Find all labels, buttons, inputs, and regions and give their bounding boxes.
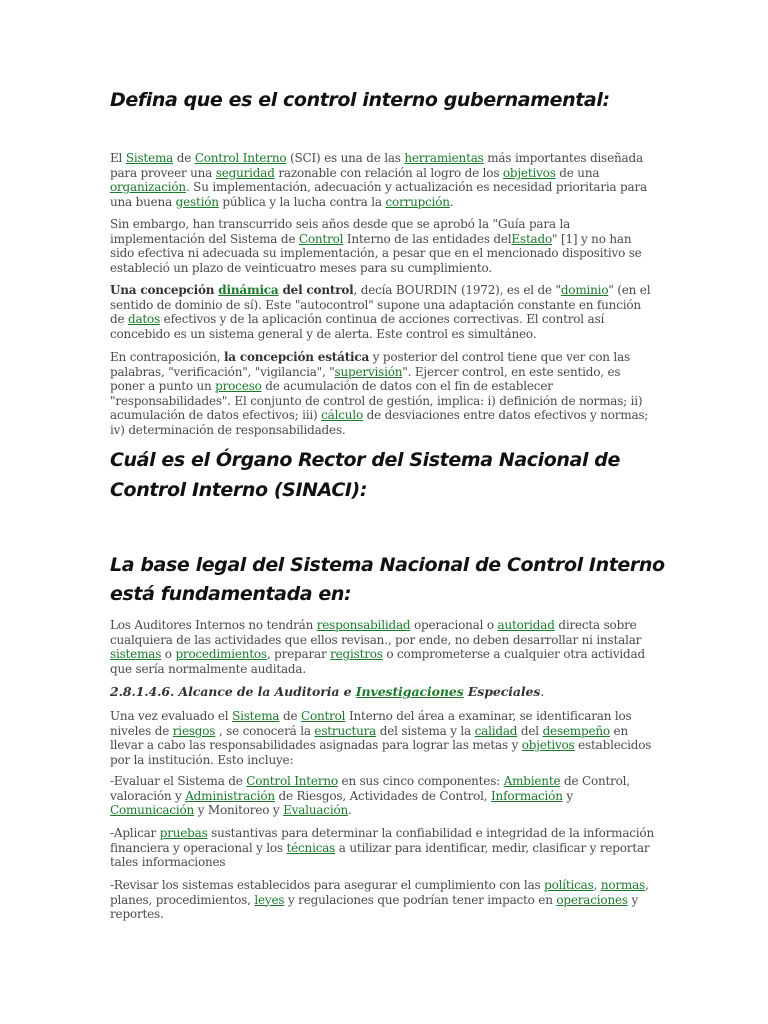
- paragraph-aplicar: -Aplicar pruebas sustantivas para determinar la confiabilidad e integridad de la información financiera y operacional y los técnicas a utilizar para identificar, medir, clasificar y reportar tales informaciones: [110, 826, 654, 869]
- heading-base-legal-line1: La base legal del Sistema Nacional de Control Interno: [110, 554, 665, 576]
- link-estado[interactable]: Estado: [511, 231, 553, 246]
- link-objetivos[interactable]: objetivos: [502, 165, 556, 180]
- paragraph-evaluado: Una vez evaluado el Sistema de Control Interno del área a examinar, se identificaran los niveles de riesgos , se conocerá la estructura del sistema y la calidad del desempeño en llevar a cabo las responsabilidades asignadas para lograr las metas y objetivos establecidos por la institución. Esto incluye:: [110, 709, 652, 767]
- link-dinamica[interactable]: dinámica: [218, 283, 279, 297]
- paragraph-sin-embargo: Sin embargo, han transcurrido seis años desde que se aprobó la "Guía para la implementación del Sistema de Control Interno de las entidades delEstado" [1] y no han sido efectiva ni adecuada su implementación, a pesar que en el mencionado dispositivo se estableció un plazo de veinticuatro meses para su cumplimiento.: [110, 217, 642, 275]
- link-proceso[interactable]: proceso: [215, 379, 262, 393]
- link-registros[interactable]: registros: [330, 647, 383, 661]
- link-sistema-2[interactable]: Sistema: [232, 709, 280, 723]
- link-control-interno-2[interactable]: Control Interno: [246, 774, 338, 788]
- link-leyes[interactable]: leyes: [254, 892, 285, 907]
- link-sistema[interactable]: Sistema: [125, 151, 174, 165]
- paragraph-concepcion-estatica: En contraposición, la concepción estática y posterior del control tiene que ver con las palabras, "verificación", "vigilancia", "supervisión". Ejercer control, en este sentido, es poner a punto un proceso de acumulación de datos con el fin de establecer "responsabilidades". El conjunto de control de gestión, implica: i) definición de normas; ii) acumulación de datos efectivos; iii) cálculo de desviaciones entre datos efectivos y normas; iv) determinación de responsabilidades.: [110, 350, 649, 437]
- link-control-interno[interactable]: Control Interno: [194, 151, 287, 165]
- link-investigaciones[interactable]: Investigaciones: [355, 684, 464, 699]
- link-informacion[interactable]: Información: [491, 788, 563, 803]
- paragraph-sci: El Sistema de Control Interno (SCI) es una de las herramientas más importantes diseñada para proveer una seguridad razonable con relación al logro de los objetivos de una organización. Su implementación, adecuación y actualización es necesidad prioritaria para una buena gestión pública y la lucha contra la corrupción.: [110, 151, 647, 209]
- link-objetivos-2[interactable]: objetivos: [521, 738, 575, 752]
- subheading-alcance-auditoria: 2.8.1.4.6. Alcance de la Auditoria e Investigaciones Especiales.: [110, 684, 545, 699]
- link-procedimientos[interactable]: procedimientos: [175, 647, 267, 661]
- link-responsabilidad[interactable]: responsabilidad: [316, 618, 411, 632]
- link-politicas[interactable]: políticas: [544, 878, 594, 892]
- link-autoridad[interactable]: autoridad: [497, 618, 555, 632]
- link-seguridad[interactable]: seguridad: [215, 165, 275, 180]
- paragraph-revisar: -Revisar los sistemas establecidos para asegurar el cumplimiento con las políticas, normas, planes, procedimientos, leyes y regulaciones que podrían tener impacto en operaciones y reportes.: [110, 878, 649, 921]
- heading-organo-rector-line1: Cuál es el Órgano Rector del Sistema Nacional de: [110, 449, 620, 471]
- link-desempeno[interactable]: desempeño: [542, 723, 610, 738]
- link-pruebas[interactable]: pruebas: [159, 826, 208, 840]
- link-sistemas[interactable]: sistemas: [110, 647, 162, 661]
- link-estructura[interactable]: estructura: [314, 723, 377, 738]
- link-ambiente[interactable]: Ambiente: [503, 774, 561, 788]
- link-comunicacion[interactable]: Comunicación: [110, 803, 195, 817]
- link-control[interactable]: Control: [298, 231, 344, 246]
- link-administracion[interactable]: Administración: [185, 788, 275, 803]
- link-organizacion[interactable]: organización: [110, 180, 186, 194]
- paragraph-auditores: Los Auditores Internos no tendrán responsabilidad operacional o autoridad directa sobre cualquiera de las actividades que ellos revisan., por ende, no deben desarrollar ni instalar sistemas o procedimientos, preparar registros o comprometerse a cualquier otra actividad que sería normalmente auditada.: [110, 618, 645, 676]
- heading-base-legal-line2: está fundamentada en:: [110, 583, 352, 605]
- link-gestion[interactable]: gestión: [175, 194, 219, 209]
- link-control-2[interactable]: Control: [300, 709, 346, 723]
- paragraph-evaluar: -Evaluar el Sistema de Control Interno en sus cinco componentes: Ambiente de Control, valoración y Administración de Riesgos, Actividades de Control, Información y Comunicación y Monitoreo y Evaluación.: [110, 774, 630, 817]
- heading-organo-rector-line2: Control Interno (SINACI):: [110, 479, 368, 501]
- link-riesgos[interactable]: riesgos: [172, 723, 216, 738]
- link-calculo[interactable]: cálculo: [321, 408, 363, 422]
- link-supervision[interactable]: supervisión: [334, 364, 403, 379]
- link-calidad[interactable]: calidad: [474, 723, 518, 738]
- paragraph-concepcion-dinamica: Una concepción dinámica del control, decía BOURDIN (1972), es el de "dominio" (en el sentido de dominio de sí). Este "autocontrol" supone una adaptación constante en función de datos efectivos y de la aplicación continua de acciones correctivas. El control así concebido es un sistema general y de alerta. Este control es simultáneo.: [110, 283, 651, 341]
- link-dominio[interactable]: dominio: [560, 283, 609, 297]
- link-datos[interactable]: datos: [128, 312, 161, 326]
- link-tecnicas[interactable]: técnicas: [286, 840, 336, 855]
- link-evaluacion[interactable]: Evaluación: [283, 803, 349, 817]
- heading-control-interno: Defina que es el control interno gubernamental:: [110, 89, 610, 111]
- link-normas[interactable]: normas: [600, 878, 645, 892]
- link-corrupcion[interactable]: corrupción: [385, 194, 450, 209]
- link-herramientas[interactable]: herramientas: [404, 151, 484, 165]
- link-operaciones[interactable]: operaciones: [556, 892, 628, 907]
